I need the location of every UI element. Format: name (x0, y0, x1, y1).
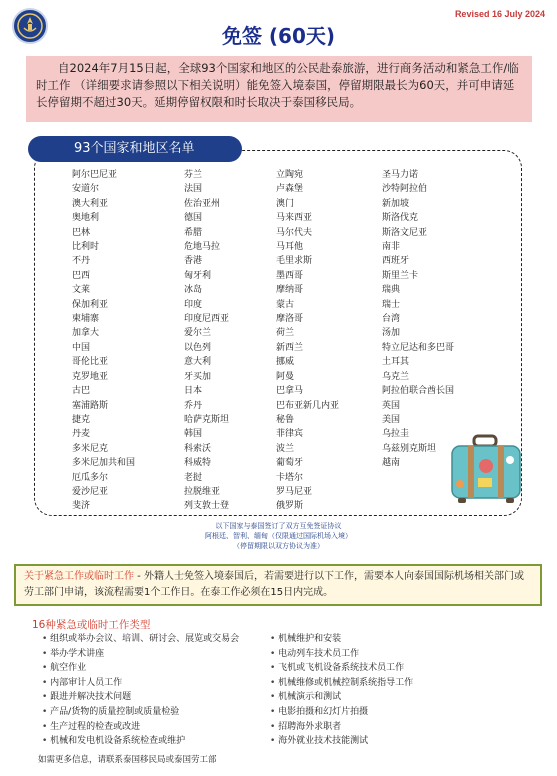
country-item: 西班牙 (382, 256, 410, 267)
country-item: 巴林 (72, 227, 91, 238)
country-item: 特立尼达和多巴哥 (382, 342, 455, 353)
country-item: 葡萄牙 (276, 458, 304, 469)
country-item: 爱沙尼亚 (72, 486, 109, 497)
country-item: 厄瓜多尔 (72, 472, 109, 483)
country-item: 澳门 (276, 198, 295, 209)
country-item: 马来西亚 (276, 213, 313, 224)
suitcase-illustration-icon (448, 432, 524, 506)
work-type-item: • 海外就业技术技能测试 (270, 734, 413, 749)
country-item: 危地马拉 (184, 242, 221, 253)
country-item: 秘鲁 (276, 414, 295, 425)
country-item: 墨西哥 (276, 270, 304, 281)
country-item: 立陶宛 (276, 170, 304, 180)
country-item: 日本 (184, 386, 203, 397)
country-item: 丹麦 (72, 429, 91, 440)
country-item: 卡塔尔 (276, 472, 304, 483)
bilateral-note-line-1: 以下国家与泰国签订了双方互免签证协议 (215, 522, 342, 530)
country-item: 爱尔兰 (184, 328, 212, 339)
country-item: 拉脱维亚 (184, 486, 221, 497)
bilateral-note-line-3: （停留期限以双方协议为准） (233, 542, 324, 550)
country-item: 乌兹别克斯坦 (382, 443, 437, 454)
country-item: 斯里兰卡 (382, 270, 419, 281)
country-item: 土耳其 (382, 357, 410, 368)
work-type-item: • 飞机或飞机设备系统技术员工作 (270, 661, 413, 676)
work-type-item: • 生产过程的检查或改进 (42, 720, 239, 735)
emergency-work-label: 关于紧急工作或临时工作 (24, 571, 134, 582)
country-item: 科索沃 (184, 443, 212, 454)
country-item: 乌克兰 (382, 371, 410, 382)
country-item: 卢森堡 (276, 184, 304, 195)
intro-paragraph: 自2024年7月15日起，全球93个国家和地区的公民赴泰旅游，进行商务活动和紧急工作/临时工作 （详细要求请参照以下相关说明）能免签入境泰国，停留期限最长为60天，并可申请延长停留期不超过30天。延期停留权限和时长取决于泰国移民局。 (26, 56, 532, 122)
work-types-right-list (270, 632, 413, 749)
revised-date: Revised 16 July 2024 (454, 9, 545, 19)
country-item: 圣马力诺 (382, 170, 419, 180)
work-type-item: • 举办学术讲座 (42, 647, 239, 662)
work-types-title: 16种紧急或临时工作类型 (32, 619, 151, 631)
country-column-2 (184, 168, 229, 514)
country-item: 荷兰 (276, 328, 295, 339)
country-item: 冰岛 (184, 285, 203, 296)
country-item: 马耳他 (276, 242, 304, 253)
work-type-item: • 内部审计人员工作 (42, 676, 239, 691)
country-item: 牙买加 (184, 371, 212, 382)
country-item: 韩国 (184, 429, 203, 440)
country-item: 菲律宾 (276, 429, 304, 440)
country-list-header: 93个国家和地区名单 (28, 136, 242, 162)
country-item: 南非 (382, 242, 401, 253)
work-type-item: • 产品/货物的质量控制或质量检验 (42, 705, 239, 720)
country-item: 越南 (382, 458, 401, 469)
country-item: 匈牙利 (184, 270, 212, 281)
emergency-work-box (14, 564, 542, 606)
country-item: 芬兰 (184, 170, 203, 180)
country-item: 乔丹 (184, 400, 203, 411)
country-item: 安道尔 (72, 184, 100, 195)
work-type-item: • 机械演示和测试 (270, 690, 413, 705)
country-item: 中国 (72, 342, 91, 353)
country-item: 克罗地亚 (72, 371, 109, 382)
country-item: 科威特 (184, 458, 212, 469)
country-item: 澳大利亚 (72, 198, 109, 209)
country-item: 蒙古 (276, 299, 295, 310)
country-item: 老挝 (184, 472, 203, 483)
country-item: 保加利亚 (72, 299, 109, 310)
country-item: 俄罗斯 (276, 501, 304, 512)
work-type-item: • 机械维修或机械控制系统指导工作 (270, 676, 413, 691)
country-item: 新西兰 (276, 342, 304, 353)
country-item: 新加坡 (382, 198, 410, 209)
country-item: 文莱 (72, 285, 91, 296)
work-type-item: • 电动列车技术员工作 (270, 647, 413, 662)
country-item: 瑞典 (382, 285, 401, 296)
country-item: 以色列 (184, 342, 212, 353)
country-item: 古巴 (72, 386, 91, 397)
page-title: 免签 (60天) (221, 24, 336, 48)
country-item: 斯洛伐克 (382, 213, 419, 224)
country-item: 印度 (184, 299, 203, 310)
country-item: 摩洛哥 (276, 314, 304, 325)
country-item: 毛里求斯 (276, 256, 313, 267)
work-type-item: • 机械和发电机设备系统检查或维护 (42, 734, 239, 749)
work-type-item: • 航空作业 (42, 661, 239, 676)
country-item: 柬埔寨 (72, 314, 100, 325)
country-item: 挪威 (276, 357, 295, 368)
country-item: 印度尼西亚 (184, 314, 230, 325)
country-item: 摩纳哥 (276, 285, 304, 296)
country-item: 乌拉圭 (382, 429, 410, 440)
country-item: 英国 (382, 400, 401, 411)
country-item: 斯洛文尼亚 (382, 227, 428, 238)
country-item: 瑞士 (382, 299, 401, 310)
country-item: 塞浦路斯 (72, 400, 109, 411)
country-column-1 (72, 168, 135, 514)
country-item: 多米尼克 (72, 443, 109, 454)
work-type-item: • 电影拍摄和幻灯片拍摄 (270, 705, 413, 720)
country-item: 阿拉伯联合酋长国 (382, 386, 455, 397)
country-item: 德国 (184, 213, 203, 224)
work-type-item: • 招聘海外求职者 (270, 720, 413, 735)
country-column-3 (276, 168, 339, 514)
country-item: 阿曼 (276, 371, 295, 382)
country-item: 斐济 (72, 501, 91, 512)
country-item: 阿尔巴尼亚 (72, 170, 118, 180)
country-column-4 (382, 168, 454, 471)
country-item: 意大利 (184, 357, 212, 368)
country-item: 奥地利 (72, 213, 100, 224)
footer-contact: 如需更多信息，请联系泰国移民局或泰国劳工部 (38, 755, 217, 765)
country-item: 法国 (184, 184, 203, 195)
work-types-left-list (42, 632, 239, 749)
country-item: 哈萨克斯坦 (184, 414, 230, 425)
country-item: 比利时 (72, 242, 100, 253)
country-item: 加拿大 (72, 328, 100, 339)
country-item: 台湾 (382, 314, 401, 325)
country-item: 汤加 (382, 328, 401, 339)
country-item: 希腊 (184, 227, 203, 238)
work-type-item: • 机械维护和安装 (270, 632, 413, 647)
country-item: 列支敦士登 (184, 501, 230, 512)
country-item: 巴布亚新几内亚 (276, 400, 340, 411)
bilateral-note-line-2: 阿根廷、智利、缅甸（仅限通过国际机场入境） (205, 532, 352, 540)
country-item: 巴拿马 (276, 386, 304, 397)
country-item: 美国 (382, 414, 401, 425)
work-type-item: • 跟进并解决技术问题 (42, 690, 239, 705)
country-item: 香港 (184, 256, 203, 267)
country-item: 巴西 (72, 270, 91, 281)
country-item: 波兰 (276, 443, 295, 454)
country-item: 罗马尼亚 (276, 486, 313, 497)
country-item: 佐治亚州 (184, 198, 221, 209)
country-item: 捷克 (72, 414, 91, 425)
country-item: 沙特阿拉伯 (382, 184, 428, 195)
country-item: 哥伦比亚 (72, 357, 109, 368)
work-type-item: • 组织或举办会议、培训、研讨会、展览或交易会 (42, 632, 239, 647)
country-item: 多米尼加共和国 (72, 458, 136, 469)
country-item: 不丹 (72, 256, 91, 267)
emergency-work-text: - 外籍人士免签入境泰国后，若需要进行以下工作，需要本人向泰国国际机场相关部门或劳工部门申请，该流程需要1个工作日。在泰工作必须在15日内完成。 (24, 571, 524, 598)
country-item: 马尔代夫 (276, 227, 313, 238)
